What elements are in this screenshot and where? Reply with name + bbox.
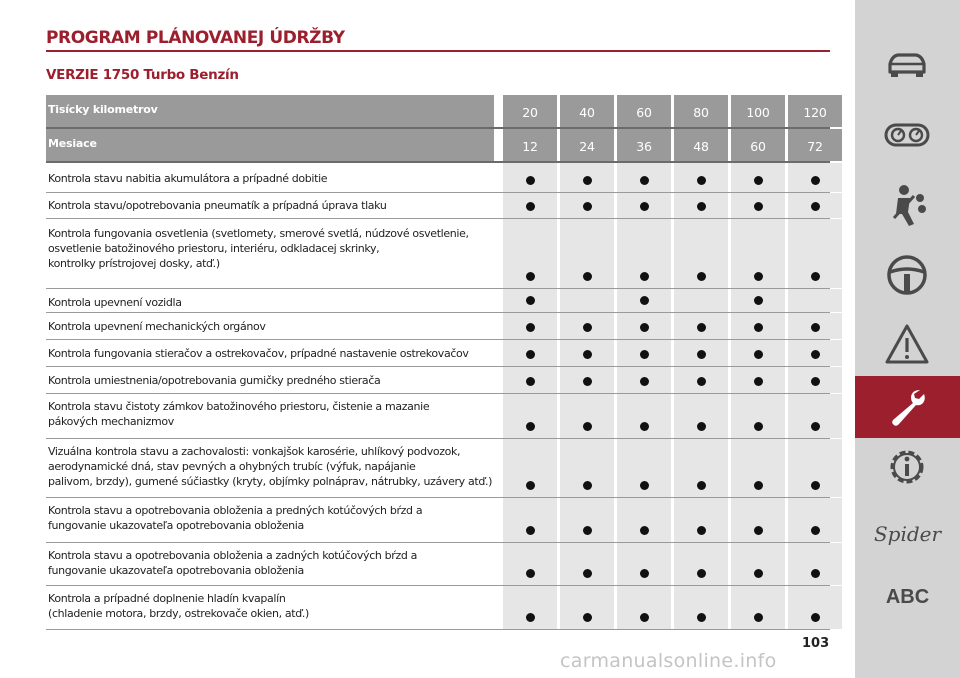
car-icon (884, 42, 930, 88)
check-dot (697, 422, 706, 431)
header-value: 100 (731, 95, 785, 127)
interval-cell (674, 163, 728, 192)
header-value: 36 (617, 129, 671, 161)
interval-cell (503, 586, 557, 629)
interval-cell (617, 313, 671, 339)
check-dot (640, 323, 649, 332)
check-dot (583, 202, 592, 211)
interval-cell (560, 340, 614, 366)
interval-cell (788, 394, 842, 438)
check-dot (697, 350, 706, 359)
check-dot (526, 176, 535, 185)
interval-cell (617, 498, 671, 542)
page-title: PROGRAM PLÁNOVANEJ ÚDRŽBY (46, 28, 345, 48)
interval-cell (788, 340, 842, 366)
interval-cell (674, 313, 728, 339)
interval-cell (560, 219, 614, 288)
check-dot (583, 272, 592, 281)
check-dot (697, 526, 706, 535)
interval-cell (731, 313, 785, 339)
check-dot (754, 272, 763, 281)
header-row-kilometers (46, 95, 830, 129)
check-dot (811, 569, 820, 578)
interval-cell (617, 289, 671, 312)
check-dot (640, 481, 649, 490)
interval-cell (674, 289, 728, 312)
interval-cell (503, 163, 557, 192)
table-row (46, 193, 830, 219)
check-dot (526, 422, 535, 431)
header-row-months (46, 129, 830, 163)
row-label: Kontrola stavu a opotrebovania obloženia a predných kotúčových bŕzd a fungovanie ukazovateľa opotrebovania obloženia (48, 504, 423, 532)
check-dot (754, 350, 763, 359)
header-value: 80 (674, 95, 728, 127)
interval-cell (788, 543, 842, 585)
check-dot (640, 422, 649, 431)
header-value: 40 (560, 95, 614, 127)
row-label: Vizuálna kontrola stavu a zachovalosti: vonkajšok karosérie, uhlíkový podvozok, aerodynamické dná, stav pevných a ohybných trubíc (výfuk, napájanie palivom, brzdy), gumené súčiastky (kryty, objímky polnáprav, nátrubky, uzávery atď.) (48, 445, 493, 488)
check-dot (754, 176, 763, 185)
header-label: Tisícky kilometrov (46, 95, 494, 127)
interval-cell (788, 219, 842, 288)
sidebar-item-index[interactable] (855, 576, 960, 638)
interval-cell (731, 439, 785, 497)
table-row (46, 289, 830, 313)
check-dot (697, 377, 706, 386)
row-label: Kontrola umiestnenia/opotrebovania gumičky predného stierača (48, 374, 381, 387)
table-row (46, 586, 830, 630)
interval-cell (560, 498, 614, 542)
info-gear-icon (884, 444, 930, 490)
check-dot (583, 323, 592, 332)
check-dot (697, 323, 706, 332)
row-label: Kontrola stavu nabitia akumulátora a prípadné dobitie (48, 172, 328, 185)
interval-cell (503, 367, 557, 393)
check-dot (697, 202, 706, 211)
interval-cell (731, 163, 785, 192)
check-dot (583, 613, 592, 622)
sidebar-item-spider[interactable] (855, 510, 960, 572)
header-value: 60 (731, 129, 785, 161)
interval-cell (503, 289, 557, 312)
header-value: 120 (788, 95, 842, 127)
table-row (46, 340, 830, 367)
check-dot (640, 350, 649, 359)
interval-cell (560, 367, 614, 393)
table-row (46, 313, 830, 340)
check-dot (697, 569, 706, 578)
check-dot (526, 377, 535, 386)
interval-cell (674, 498, 728, 542)
sidebar-item-safety[interactable] (855, 174, 960, 236)
check-dot (640, 272, 649, 281)
interval-cell (731, 367, 785, 393)
interval-cell (503, 219, 557, 288)
check-dot (583, 422, 592, 431)
section-subtitle: VERZIE 1750 Turbo Benzín (46, 67, 239, 83)
interval-cell (731, 193, 785, 218)
warning-triangle-icon (884, 322, 930, 368)
table-row (46, 219, 830, 289)
header-value: 48 (674, 129, 728, 161)
sidebar-item-driving[interactable] (855, 244, 960, 306)
row-label: Kontrola stavu/opotrebovania pneumatík a prípadná úprava tlaku (48, 199, 387, 212)
interval-cell (560, 394, 614, 438)
interval-cell (731, 498, 785, 542)
interval-cell (560, 586, 614, 629)
interval-cell (788, 439, 842, 497)
interval-cell (503, 543, 557, 585)
check-dot (754, 323, 763, 332)
interval-cell (674, 543, 728, 585)
check-dot (811, 422, 820, 431)
check-dot (583, 176, 592, 185)
interval-cell (731, 219, 785, 288)
check-dot (526, 202, 535, 211)
sidebar-item-dashboard[interactable] (855, 104, 960, 166)
check-dot (811, 377, 820, 386)
interval-cell (560, 289, 614, 312)
interval-cell (731, 586, 785, 629)
check-dot (640, 176, 649, 185)
header-value: 12 (503, 129, 557, 161)
interval-cell (560, 439, 614, 497)
check-dot (583, 377, 592, 386)
interval-cell (503, 439, 557, 497)
check-dot (583, 526, 592, 535)
sidebar-item-maintenance[interactable] (855, 376, 960, 438)
interval-cell (731, 394, 785, 438)
interval-cell (674, 439, 728, 497)
seatbelt-passenger-icon (884, 182, 930, 228)
interval-cell (560, 543, 614, 585)
interval-cell (788, 163, 842, 192)
interval-cell (503, 394, 557, 438)
table-row (46, 439, 830, 498)
table-row (46, 163, 830, 193)
interval-cell (503, 313, 557, 339)
interval-cell (788, 193, 842, 218)
check-dot (697, 613, 706, 622)
row-label: Kontrola stavu čistoty zámkov batožinového priestoru, čistenie a mazanie pákových mechanizmov (48, 400, 430, 428)
check-dot (811, 481, 820, 490)
check-dot (583, 569, 592, 578)
check-dot (640, 296, 649, 305)
table-row (46, 543, 830, 586)
table-row (46, 394, 830, 439)
check-dot (754, 481, 763, 490)
check-dot (640, 526, 649, 535)
header-value: 72 (788, 129, 842, 161)
wrench-icon (884, 384, 930, 430)
interval-cell (617, 586, 671, 629)
interval-cell (560, 313, 614, 339)
check-dot (811, 202, 820, 211)
check-dot (697, 272, 706, 281)
interval-cell (617, 543, 671, 585)
interval-cell (617, 340, 671, 366)
interval-cell (674, 193, 728, 218)
interval-cell (674, 367, 728, 393)
header-value: 24 (560, 129, 614, 161)
check-dot (640, 613, 649, 622)
row-label: Kontrola fungovania stieračov a ostrekovačov, prípadné nastavenie ostrekovačov (48, 347, 469, 360)
interval-cell (788, 498, 842, 542)
interval-cell (560, 163, 614, 192)
check-dot (697, 176, 706, 185)
check-dot (811, 613, 820, 622)
table-row (46, 498, 830, 543)
header-value: 20 (503, 95, 557, 127)
interval-cell (617, 367, 671, 393)
check-dot (811, 272, 820, 281)
check-dot (754, 377, 763, 386)
check-dot (526, 569, 535, 578)
interval-cell (731, 289, 785, 312)
watermark: carmanualsonline.info (560, 650, 777, 672)
abc-index: ABC (885, 586, 930, 608)
sidebar-nav (855, 0, 960, 678)
interval-cell (617, 394, 671, 438)
page-number: 103 (802, 636, 830, 651)
row-label: Kontrola upevnení vozidla (48, 296, 182, 309)
check-dot (526, 323, 535, 332)
check-dot (640, 569, 649, 578)
check-dot (583, 481, 592, 490)
check-dot (811, 176, 820, 185)
check-dot (754, 569, 763, 578)
row-label: Kontrola a prípadné doplnenie hladín kvapalín (chladenie motora, brzdy, ostrekovače okien, atď.) (48, 592, 309, 620)
maintenance-table (46, 95, 830, 630)
title-rule (46, 50, 830, 52)
row-label: Kontrola upevnení mechanických orgánov (48, 320, 266, 333)
interval-cell (560, 193, 614, 218)
check-dot (754, 526, 763, 535)
sidebar-item-technical-data[interactable] (855, 436, 960, 498)
check-dot (811, 323, 820, 332)
header-value: 60 (617, 95, 671, 127)
check-dot (754, 613, 763, 622)
table-row (46, 367, 830, 394)
steering-wheel-icon (884, 252, 930, 298)
interval-cell (788, 586, 842, 629)
interval-cell (731, 543, 785, 585)
interval-cell (617, 439, 671, 497)
header-label: Mesiace (46, 129, 494, 161)
interval-cell (503, 193, 557, 218)
interval-cell (503, 340, 557, 366)
interval-cell (788, 289, 842, 312)
interval-cell (674, 340, 728, 366)
check-dot (754, 202, 763, 211)
check-dot (583, 350, 592, 359)
check-dot (526, 296, 535, 305)
interval-cell (731, 340, 785, 366)
interval-cell (617, 163, 671, 192)
check-dot (526, 481, 535, 490)
sidebar-item-warnings[interactable] (855, 314, 960, 376)
interval-cell (503, 498, 557, 542)
check-dot (526, 526, 535, 535)
check-dot (526, 613, 535, 622)
check-dot (640, 377, 649, 386)
spider-logo: Spider (873, 522, 942, 546)
check-dot (754, 422, 763, 431)
dashboard-gauges-icon (884, 112, 930, 158)
interval-cell (617, 193, 671, 218)
interval-cell (788, 313, 842, 339)
interval-cell (674, 586, 728, 629)
row-label: Kontrola stavu a opotrebovania obloženia a zadných kotúčových bŕzd a fungovanie ukazovateľa opotrebovania obloženia (48, 549, 418, 577)
check-dot (526, 350, 535, 359)
check-dot (526, 272, 535, 281)
interval-cell (617, 219, 671, 288)
check-dot (811, 350, 820, 359)
interval-cell (788, 367, 842, 393)
sidebar-item-car[interactable] (855, 34, 960, 96)
check-dot (640, 202, 649, 211)
interval-cell (674, 394, 728, 438)
check-dot (697, 481, 706, 490)
row-label: Kontrola fungovania osvetlenia (svetlomety, smerové svetlá, núdzové osvetlenie, osvetlenie batožinového priestoru, interiéru, odkladacej skrinky, kontrolky prístrojovej dosky, atď.) (48, 227, 469, 270)
check-dot (754, 296, 763, 305)
interval-cell (674, 219, 728, 288)
check-dot (811, 526, 820, 535)
